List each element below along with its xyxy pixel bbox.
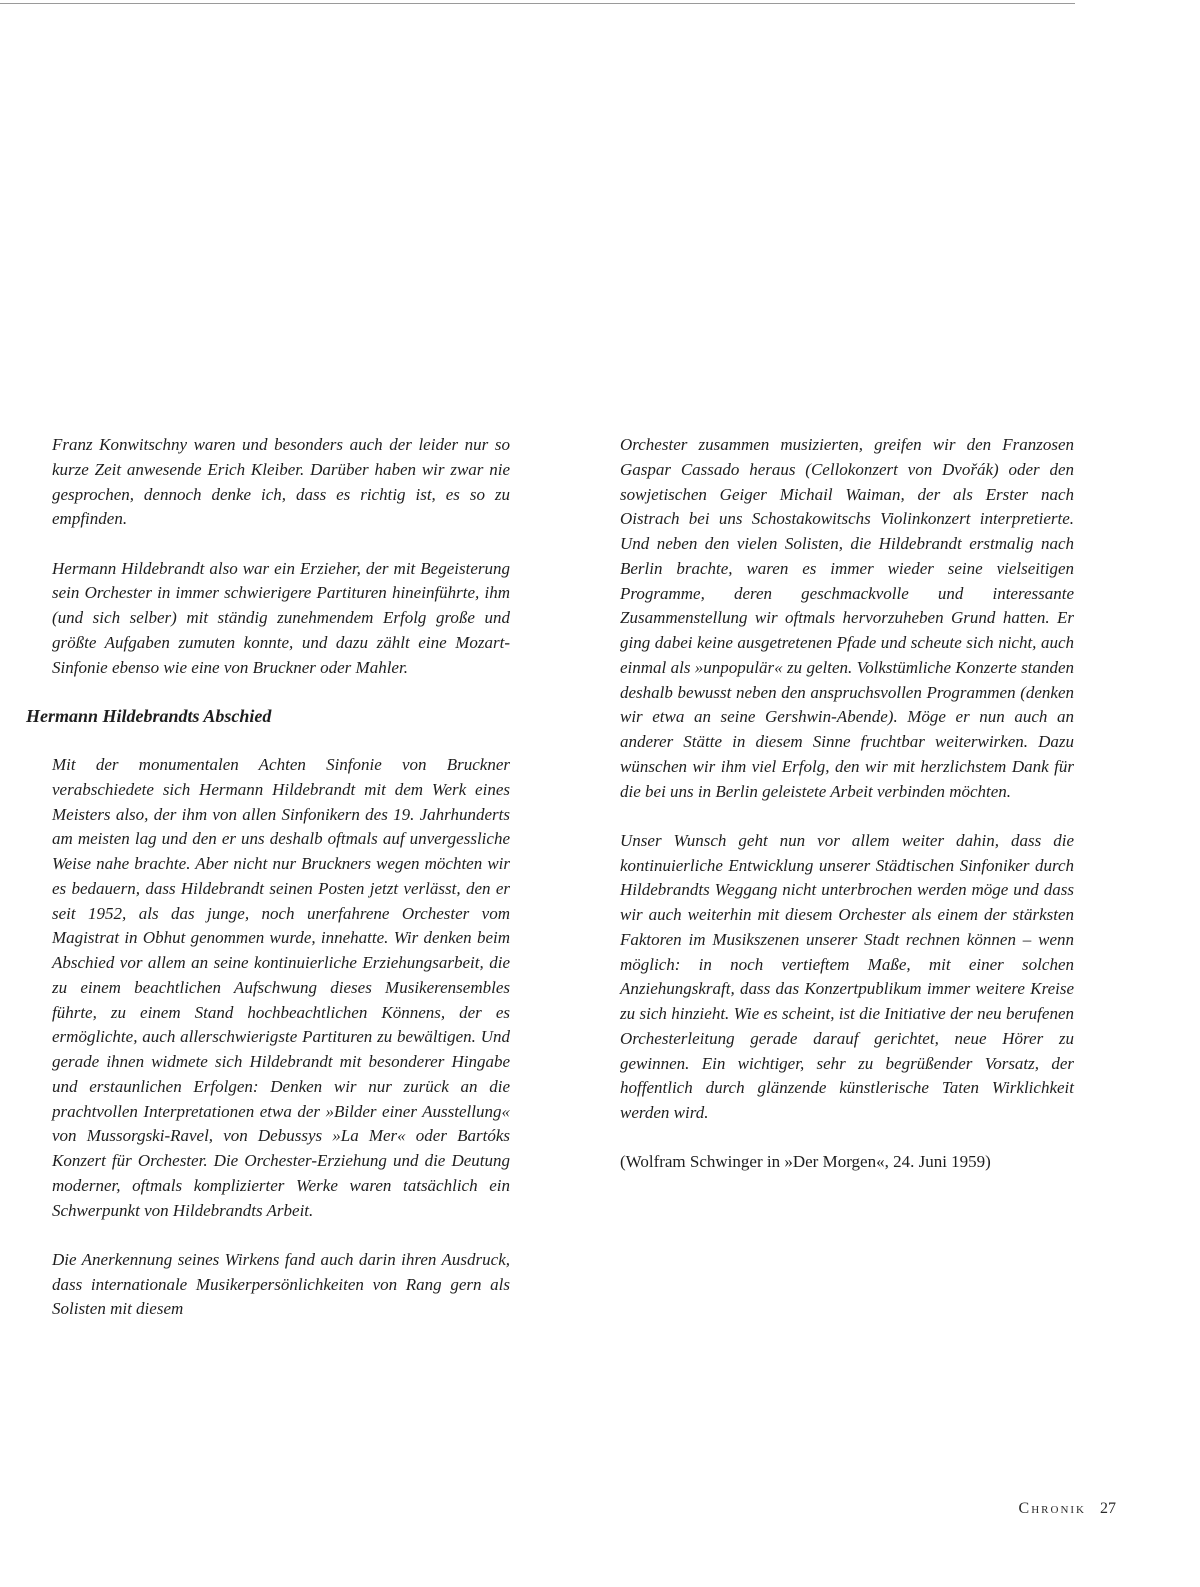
left-column <box>26 433 510 1322</box>
section-heading-abschied: Hermann Hildebrandts Abschied <box>26 706 272 727</box>
page-number: 27 <box>1100 1500 1116 1517</box>
footer-section-title: Chronik <box>1018 1500 1086 1517</box>
paragraph-recognition: Die Anerkennung seines Wirkens fand auch darin ihren Ausdruck, dass internationale Musikerpersönlichkeiten von Rang gern als Solisten mit diesem <box>52 1249 510 1319</box>
paragraph-future-wish: Unser Wunsch geht nun vor allem weiter dahin, dass die kontinuierliche Entwicklung unserer Städtischen Sinfoniker durch Hildebrandts Weggang nicht unterbrochen werden möge und dass wir auch weiterhin mit diesem Orchester als einem der stärksten Faktoren im Musikszenen unserer Stadt rechnen können – wenn möglich: in noch vertieftem Maße, mit einer solchen Anziehungskraft, dass das Konzertpublikum immer weitere Kreise zu sich hinzieht. Wie es scheint, ist die Initiative der neu berufenen Orchesterleitung gerade darauf gerichtet, neue Hörer zu gewinnen. Ein wichtiger, sehr zu begrüßender Vorsatz, der hoffentlich durch glänzende künstlerische Taten Wirklichkeit werden wird. <box>620 830 1074 1122</box>
page-footer <box>940 1498 1116 1520</box>
paragraph-soloists-programs: Orchester zusammen musizierten, greifen wir den Franzosen Gaspar Cassado heraus (Cellokonzert von Dvořák) oder den sowjetischen Geiger Michail Waiman, der als Erster nach Oistrach bei uns Schostakowitschs Violinkonzert interpretierte. Und neben den vielen Solisten, die Hildebrandt erstmalig nach Berlin brachte, waren es immer wieder seine vielseitigen Programme, deren geschmackvolle und interessante Zusammenstellung wir oftmals hervorzuheben Grund hatten. Er ging dabei keine ausgetretenen Pfade und scheute sich nicht, auch einmal als »unpopulär« zu gelten. Volkstümliche Konzerte standen deshalb bewusst neben den anspruchsvollen Programmen (denken wir etwa an seine Gershwin-Abende). Möge er nun auch an anderer Stätte in diesem Sinne fruchtbar weiterwirken. Dazu wünschen wir ihm viel Erfolg, den wir mit herzlichstem Dank für die bei uns in Berlin geleistete Arbeit verbinden möchten. <box>620 435 1074 801</box>
paragraph-bruckner-farewell: Mit der monumentalen Achten Sinfonie von Bruckner verabschiedete sich Hermann Hildebrandt mit dem Werk eines Meisters also, der ihm von allen Sinfonikern des 19. Jahrhunderts am meisten lag und den er uns deshalb oftmals auf unvergessliche Weise nahe brachte. Aber nicht nur Bruckners wegen möchten wir es bedauern, dass Hildebrandt seinen Posten jetzt verlässt, den er seit 1952, als das junge, noch unerfahrene Orchester vom Magistrat in Obhut genommen wurde, innehatte. Wir denken beim Abschied vor allem an seine kontinuierliche Erziehungsarbeit, die zu einem beachtlichen Aufschwung dieses Musikerensembles führte, zu einem Stand hochbeachtlichen Könnens, der es ermöglichte, auch allerschwierigste Partituren zu bewältigen. Und gerade ihnen widmete sich Hildebrandt mit besonderer Hingabe und erstaunlichen Erfolgen: Denken wir nur zurück an die prachtvollen Interpretationen etwa der »Bilder einer Ausstellung« von Mussorgski-Ravel, von Debussys »La Mer« oder Bartóks Konzert für Orchester. Die Orchester-Erziehung und die Deutung moderner, oftmals komplizierter Werke waren tatsächlich ein Schwerpunkt von Hildebrandts Arbeit. <box>52 755 510 1220</box>
source-citation: (Wolfram Schwinger in »Der Morgen«, 24. Juni 1959) <box>620 1151 991 1171</box>
top-rule <box>0 3 1075 4</box>
paragraph-konwitschny-kleiber: Franz Konwitschny waren und besonders auch der leider nur so kurze Zeit anwesende Erich Kleiber. Darüber haben wir zwar nie gesprochen, dennoch denke ich, dass es richtig ist, es so zu empfinden. <box>52 435 510 529</box>
right-column <box>620 433 1074 1175</box>
paragraph-hildebrandt-educator: Hermann Hildebrandt also war ein Erzieher, der mit Begeisterung sein Orchester in immer schwierigere Partituren hineinführte, ihm (und sich selber) mit ständig zunehmendem Erfolg große und größte Aufgaben zumuten konnte, und dazu zählt eine Mozart-Sinfonie ebenso wie eine von Bruckner oder Mahler. <box>52 558 510 677</box>
